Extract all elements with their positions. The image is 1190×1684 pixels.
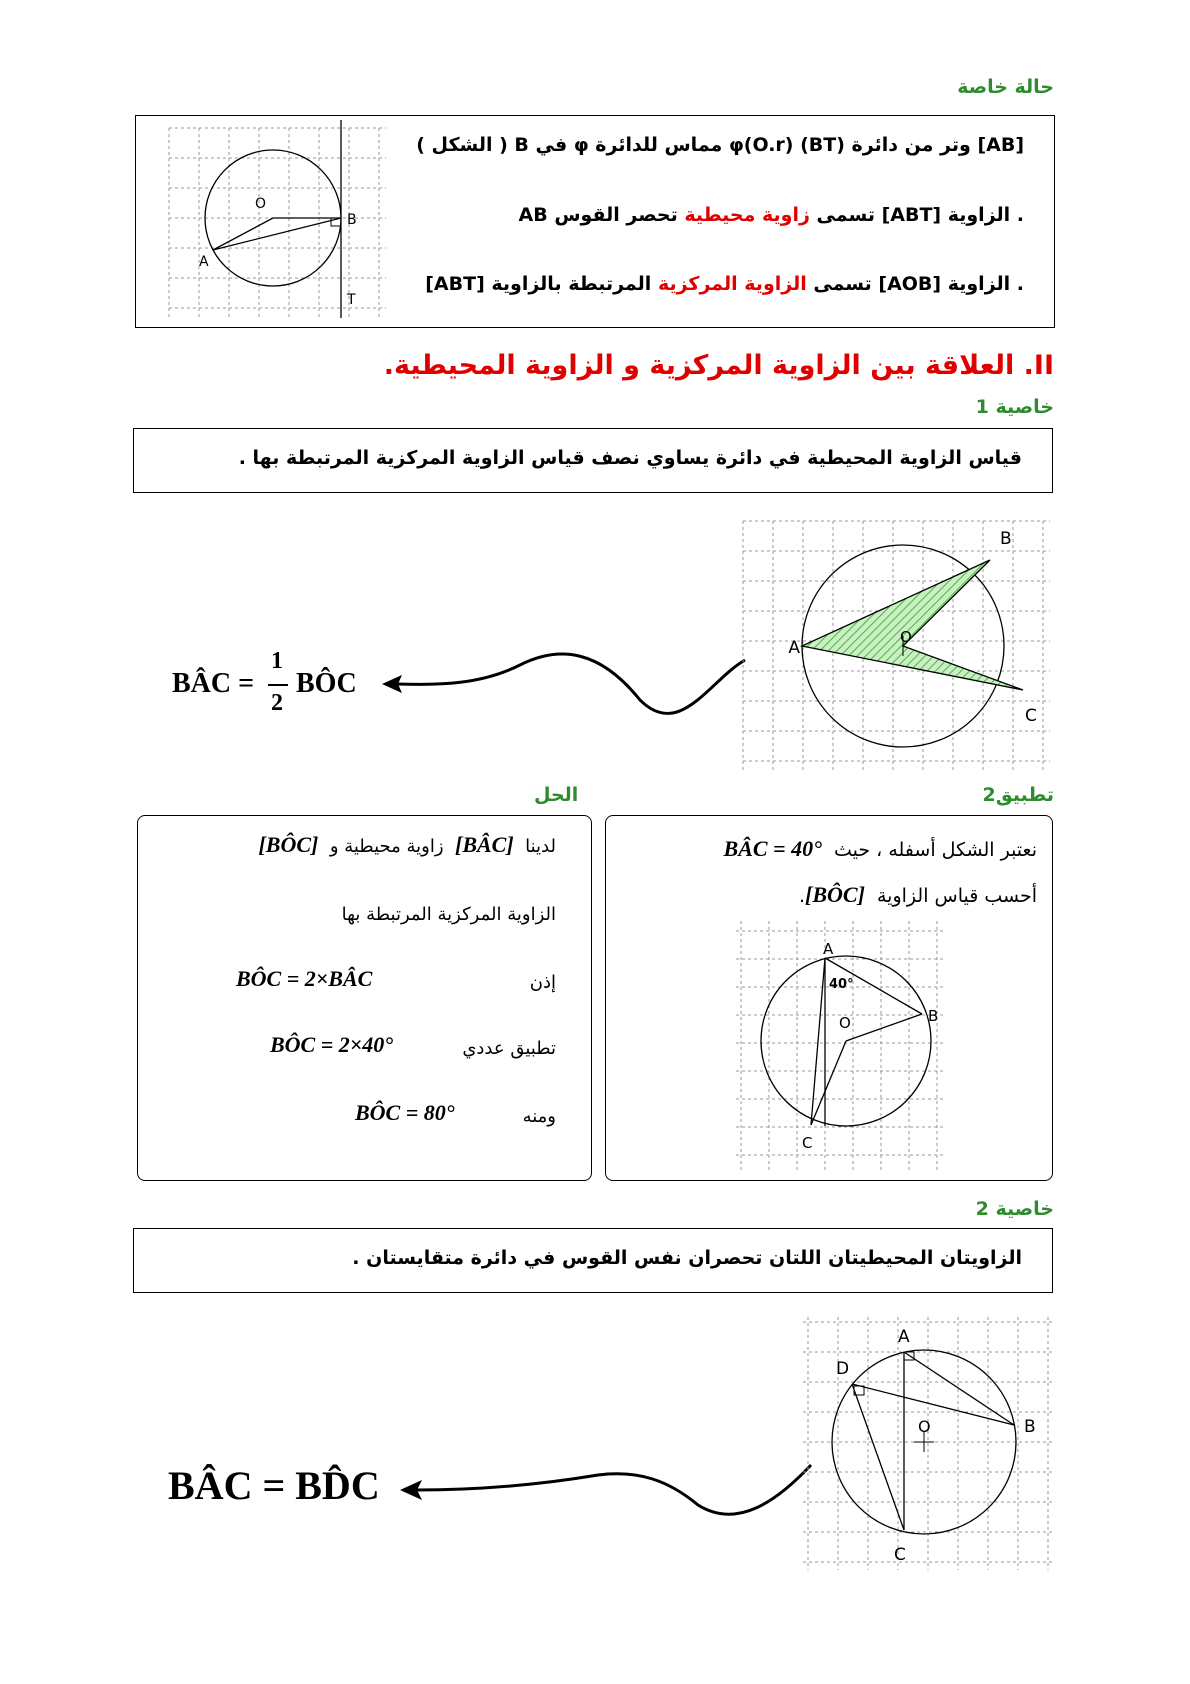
fig3-label-b: B: [928, 1007, 939, 1025]
property2-text: الزاويتان المحيطيتان اللتان تحصران نفس القوس في دائرة متقايستان .: [352, 1247, 1022, 1269]
property1-formula-right: BÔC: [296, 668, 357, 699]
section-2-title: II. العلاقة بين الزاوية المركزية و الزاوية المحيطية.: [383, 350, 1054, 381]
property2-heading: خاصية 2: [975, 1198, 1054, 1220]
fraction-bar: [268, 684, 288, 686]
fig4-label-o: O: [918, 1417, 931, 1436]
special-case-heading: حالة خاصة: [957, 76, 1054, 98]
property1-formula-den: 2: [271, 690, 283, 716]
fig3-label-c: C: [802, 1134, 813, 1152]
fig4-label-b: B: [1024, 1417, 1036, 1437]
solution-row5-label: ومنه: [522, 1106, 556, 1127]
property2-box: [133, 1228, 1053, 1293]
property2-formula: BÂC = BD̂C: [168, 1463, 380, 1508]
property1-heading: خاصية 1: [975, 396, 1054, 418]
property1-box: [133, 428, 1053, 493]
fig2-label-o: O: [900, 628, 912, 646]
property1-text: قياس الزاوية المحيطية في دائرة يساوي نصف قياس الزاوية المركزية المرتبطة بها .: [238, 447, 1022, 469]
fig1-label-b: B: [347, 212, 357, 228]
property1-formula-left: BÂC =: [172, 668, 255, 699]
fig3-label-o: O: [839, 1014, 851, 1032]
fig2-label-c: C: [1025, 706, 1037, 726]
fig1-label-a: A: [199, 254, 209, 270]
solution-row3-label: إذن: [529, 972, 556, 993]
special-case-line2: . الزاوية [ABT] تسمى زاوية محيطية تحصر القوس AB: [518, 204, 1024, 226]
central-angle-figure: [740, 518, 1055, 775]
property1-formula-num: 1: [271, 648, 283, 674]
application2-heading: تطبيق2: [982, 784, 1054, 806]
solution-row1: لدينا [BÂC] زاوية محيطية و [BÔC]: [258, 832, 556, 857]
fig2-label-b: B: [1000, 529, 1012, 549]
solution-row2: الزاوية المركزية المرتبطة بها: [341, 904, 556, 925]
fig3-label-angle: 40°: [829, 977, 854, 992]
application2-figure: [726, 916, 956, 1176]
application2-line2: أحسب قياس الزاوية [BÔC].: [798, 882, 1037, 907]
special-case-line3: . الزاوية [AOB] تسمى الزاوية المركزية المرتبطة بالزاوية [ABT]: [425, 273, 1024, 295]
solution-row3-math: BÔC = 2×BÂC: [236, 966, 373, 991]
fig2-label-a: A: [788, 638, 800, 658]
fig3-label-a: A: [823, 940, 834, 958]
solution-row4-math: BÔC = 2×40°: [270, 1032, 394, 1057]
fig1-label-t: T: [347, 292, 356, 308]
application2-line1: نعتبر الشكل أسفله ، حيث BÂC = 40°: [723, 836, 1037, 861]
inscribed-angles-figure: [800, 1312, 1055, 1577]
special-case-box: [135, 115, 1055, 328]
fig4-label-a: A: [898, 1327, 910, 1347]
fig4-label-d: D: [836, 1359, 850, 1379]
wavy-arrow-1: [380, 640, 750, 730]
tangent-figure: [161, 118, 406, 324]
fig4-label-c: C: [894, 1545, 906, 1565]
solution-heading: الحل: [534, 784, 579, 806]
wavy-arrow-2: [398, 1440, 818, 1530]
solution-row4-label: تطبيق عددي: [462, 1038, 556, 1059]
solution-row5-math: BÔC = 80°: [355, 1100, 455, 1125]
application2-box: [605, 815, 1053, 1181]
special-case-line1: [AB] وتر من دائرة φ(O.r) (BT) مماس للدائرة φ في B ( الشكل ): [416, 134, 1024, 156]
solution-box: [137, 815, 592, 1181]
fig1-label-o: O: [255, 196, 267, 212]
